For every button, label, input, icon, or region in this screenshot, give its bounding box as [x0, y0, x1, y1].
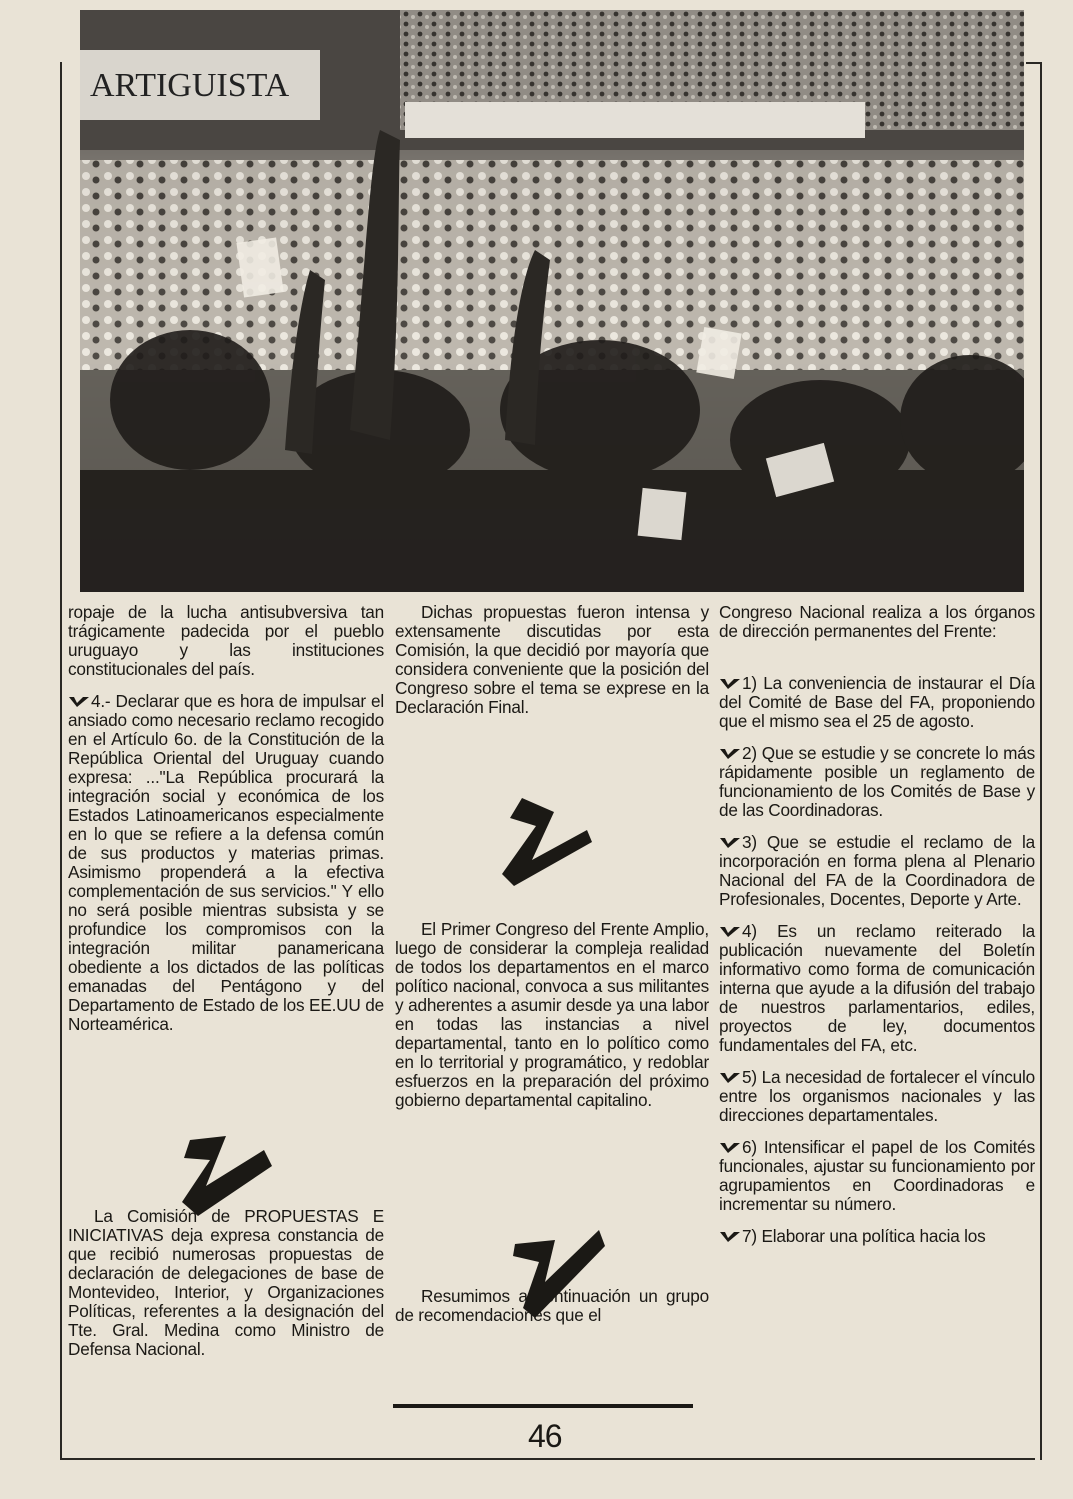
spacer [719, 654, 1035, 674]
column3-item-6-text: 6) Intensificar el papel de los Comités funcionales, ajustar su funcionamiento por agrupamientos en Coordinadoras e incrementar su número. [719, 1137, 1035, 1214]
column3-item-5 [719, 1068, 1035, 1125]
column2-paragraph-1: Dichas propuestas fueron intensa y extensamente discutidas por esta Comisión, la que decidió por mayoría que considera conveniente que la posición del Congreso sobre el tema se exprese en la Declaración Final. [395, 602, 709, 717]
checkmark-icon [719, 925, 741, 939]
column3-item-1 [719, 674, 1035, 731]
column1-paragraph-2-text: 4.- Declarar que es hora de impulsar el ansiado como necesario reclamo recogido en el Artículo 6o. de la Constitución de la República Oriental del Uruguay cuando expresa: ..."La República procurará la integración social y económica de los Estados Latinoamericanos especialmente en lo que se refiere a la defensa común de sus productos y materias primas. Asimismo propenderá a la efectiva complementación de sus servicios." Y ello no será posible mientras subsista y se profundice los compromisos con la integración militar panamericana obediente a los dictados de las políticas emanadas del Pentágono y del Departamento de Estado de los EE.UU de Norteamérica. [68, 691, 384, 1034]
checkmark-icon [719, 1071, 741, 1085]
column-3 [719, 603, 1035, 1259]
column3-item-4 [719, 922, 1035, 1055]
column1-paragraph-3: La Comisión de PROPUESTAS E INICIATIVAS deja expresa constancia de que recibió numerosas propuestas de declaración de delegaciones de base de Montevideo, Interior, y Organizaciones Políticas, referentes a la designación del Tte. Gral. Medina como Ministro de Defensa Nacional. [68, 1206, 384, 1359]
crowd-photo [80, 10, 1024, 592]
column3-item-3 [719, 833, 1035, 909]
checkmark-icon [719, 836, 741, 850]
column-1 [68, 603, 384, 1372]
brush-mark-icon [492, 790, 602, 890]
column3-item-5-text: 5) La necesidad de fortalecer el vínculo entre los organismos nacionales y las direcciones departamentales. [719, 1067, 1035, 1125]
column2-paragraph-3: Resumimos a continuación un grupo de recomendaciones que el [395, 1286, 709, 1325]
column3-item-4-text: 4) Es un reclamo reiterado la publicación nuevamente del Boletín informativo como forma de comunicación interna que ayude a la difusión del trabajo de nuestros parlamentarios, ediles, proyectos de ley, documentos fundamentales del FA, etc. [719, 921, 1035, 1055]
column3-item-3-text: 3) Que se estudie el reclamo de la incorporación en forma plena al Plenario Nacional del FA de la Coordinadora de Profesionales, Docentes, Deporte y Arte. [719, 832, 1035, 909]
column3-item-6 [719, 1138, 1035, 1214]
column3-item-1-text: 1) La conveniencia de instaurar el Día del Comité de Base del FA, proponiendo que el mismo sea el 25 de agosto. [719, 673, 1035, 731]
column3-paragraph-1: Congreso Nacional realiza a los órganos de dirección permanentes del Frente: [719, 602, 1035, 641]
column3-item-2-text: 2) Que se estudie y se concrete lo más rápidamente posible un reglamento de funcionamiento de los Comités de Base y de las Coordinadoras. [719, 743, 1035, 820]
checkmark-icon [719, 1141, 741, 1155]
column1-paragraph-1: ropaje de la lucha antisubversiva tan trágicamente padecida por el pueblo uruguayo y las instituciones constitucionales del país. [68, 602, 384, 679]
banner-text: ARTIGUISTA [90, 67, 290, 104]
column3-item-7 [719, 1227, 1035, 1246]
checkmark-icon [719, 747, 741, 761]
border-right [1040, 62, 1042, 1460]
column3-item-2 [719, 744, 1035, 820]
column2-paragraph-2: El Primer Congreso del Frente Amplio, luego de considerar la compleja realidad de todos los departamentos en el marco político nacional, convoca a sus militantes y adherentes a asumir desde ya una labor en todas las instancias a nivel departamental, tanto en lo político como en lo territorial y programático, y redoblar esfuerzos en la preparación del próximo gobierno departamental capitalino. [395, 919, 709, 1110]
column3-item-7-text: 7) Elaborar una política hacia los [742, 1226, 986, 1246]
page-number: 46 [528, 1418, 562, 1454]
checkmark-icon [719, 1230, 741, 1244]
bottom-rule [393, 1404, 693, 1408]
brush-mark-icon [505, 1222, 610, 1322]
brush-mark-icon [168, 1120, 278, 1220]
checkmark-icon [68, 695, 90, 709]
checkmark-icon [719, 677, 741, 691]
column1-paragraph-2 [68, 692, 384, 1034]
